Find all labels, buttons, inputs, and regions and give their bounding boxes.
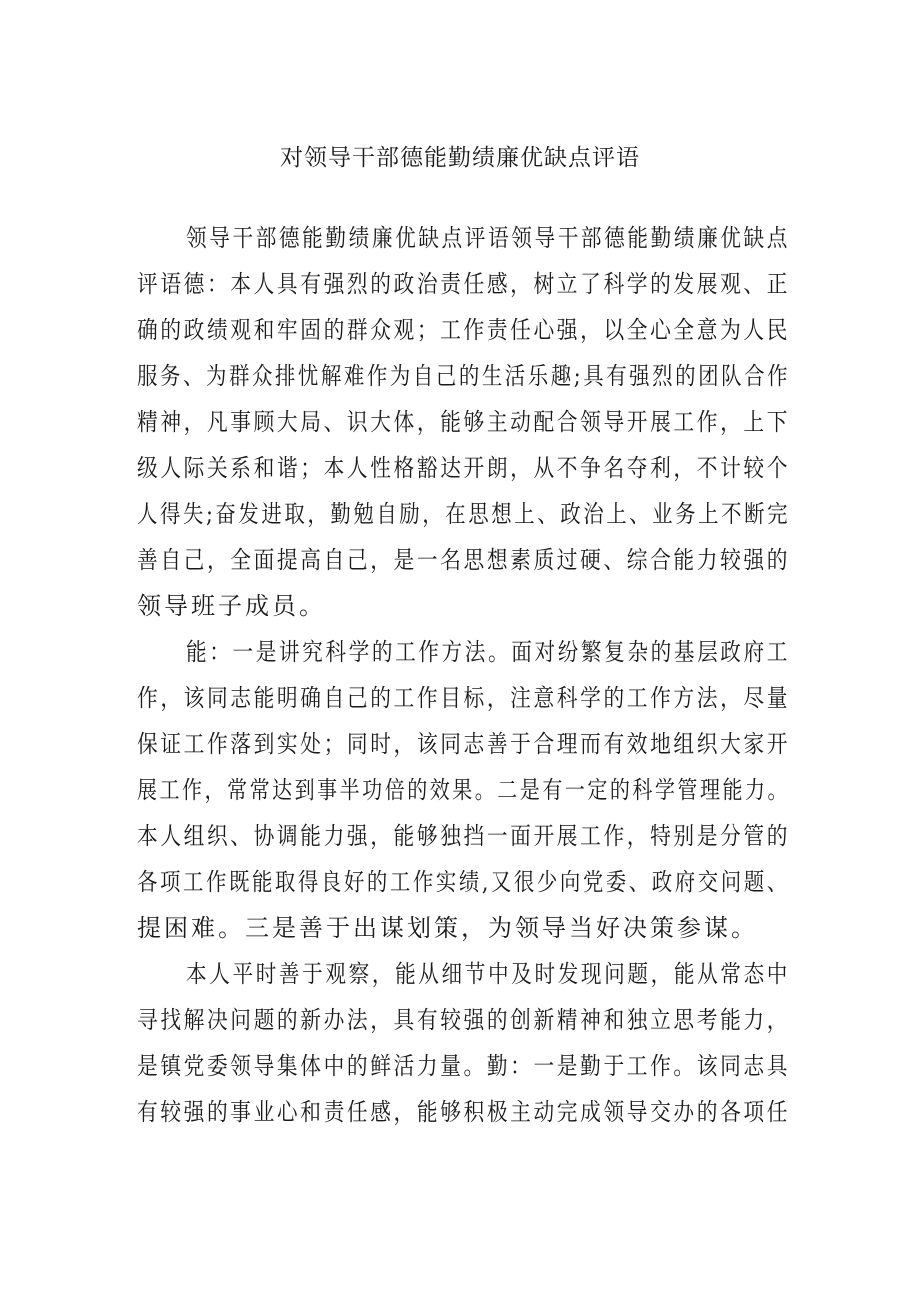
text-line: 确的政绩观和牢固的群众观；工作责任心强，以全心全意为人民 [137, 316, 791, 344]
text-line: 是镇党委领导集体中的鲜活力量。勤：一是勤于工作。该同志具 [137, 1052, 791, 1080]
text-line: 服务、为群众排忧解难作为自己的生活乐趣;具有强烈的团队合作 [137, 362, 791, 390]
text-line: 级人际关系和谐；本人性格豁达开朗，从不争名夺利，不计较个 [137, 454, 791, 482]
text-line: 展工作，常常达到事半功倍的效果。二是有一定的科学管理能力。 [137, 776, 791, 804]
text-line: 人得失;奋发进取，勤勉自励，在思想上、政治上、业务上不断完 [137, 500, 791, 528]
document-title: 对领导干部德能勤绩廉优缺点评语 [280, 145, 640, 171]
text-line: 评语德：本人具有强烈的政治责任感，树立了科学的发展观、正 [137, 270, 791, 298]
text-line: 各项工作既能取得良好的工作实绩,又很少向党委、政府交问题、 [137, 868, 790, 896]
text-line: 本人平时善于观察，能从细节中及时发现问题，能从常态中 [186, 960, 791, 988]
text-line: 善自己，全面提高自己，是一名思想素质过硬、综合能力较强的 [137, 546, 791, 574]
text-line: 精神，凡事顾大局、识大体，能够主动配合领导开展工作，上下 [137, 408, 791, 436]
text-line: 有较强的事业心和责任感，能够积极主动完成领导交办的各项任 [137, 1098, 791, 1126]
text-line: 寻找解决问题的新办法，具有较强的创新精神和独立思考能力， [137, 1006, 791, 1034]
text-line: 能：一是讲究科学的工作方法。面对纷繁复杂的基层政府工 [186, 638, 791, 666]
text-line: 提困难。三是善于出谋划策，为领导当好决策参谋。 [137, 914, 758, 942]
text-line: 领导班子成员。 [137, 592, 326, 620]
text-line: 本人组织、协调能力强，能够独挡一面开展工作，特别是分管的 [137, 822, 791, 850]
text-line: 领导干部德能勤绩廉优缺点评语领导干部德能勤绩廉优缺点 [186, 224, 791, 252]
text-line: 作，该同志能明确自己的工作目标，注意科学的工作方法，尽量 [137, 684, 791, 712]
text-line: 保证工作落到实处；同时，该同志善于合理而有效地组织大家开 [137, 730, 791, 758]
